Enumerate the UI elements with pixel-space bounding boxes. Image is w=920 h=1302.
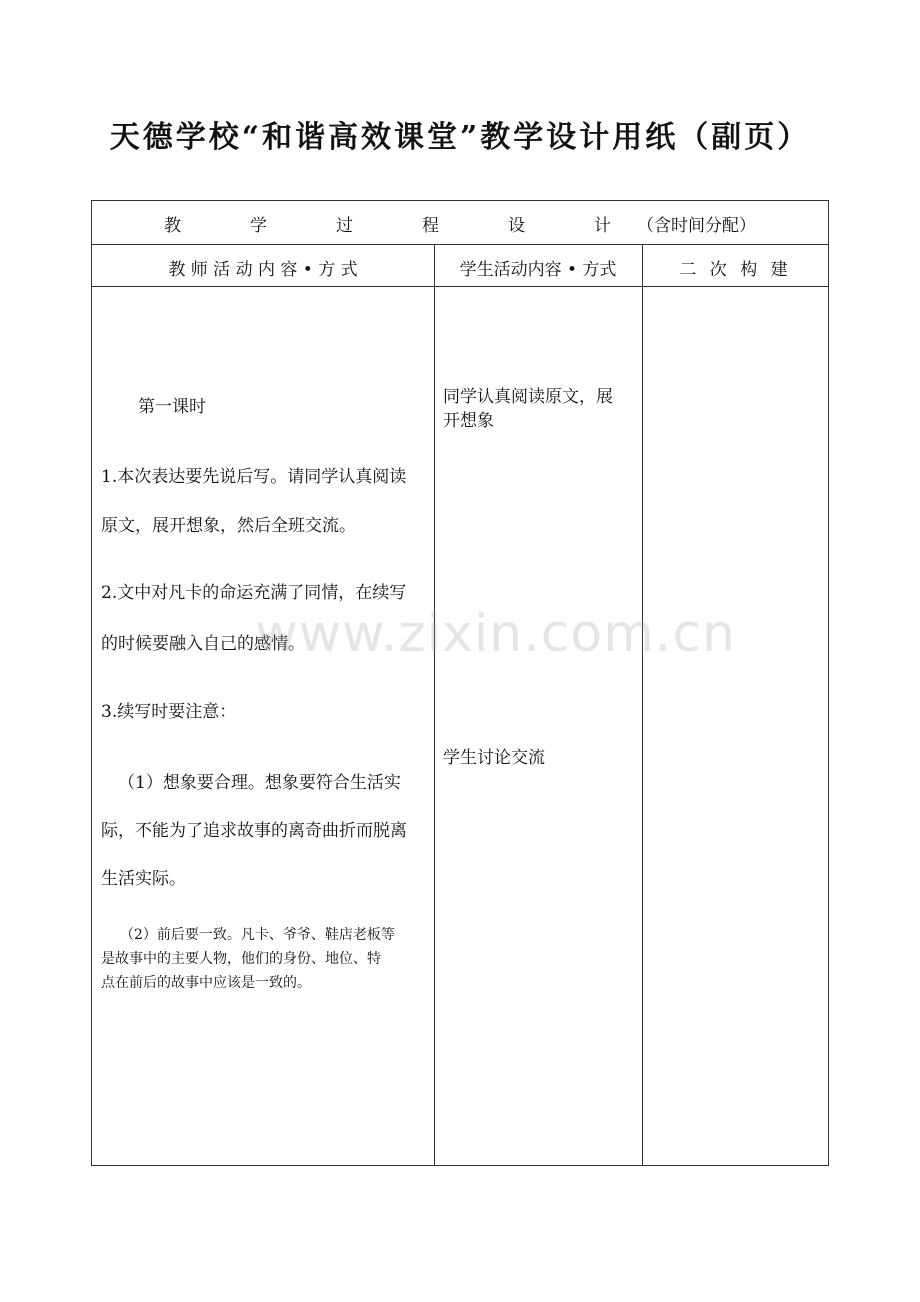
column-header-teacher: 教 师 活 动 内 容 • 方 式 xyxy=(168,260,358,280)
teacher-item-2-line2: 的时候要融入自己的感情。 xyxy=(101,634,305,654)
header-divider xyxy=(92,244,828,245)
column-header-student: 学生活动内容 • 方式 xyxy=(459,260,617,280)
page-title: 天德学校“和谐高效课堂”教学设计用纸（副页） xyxy=(109,120,811,155)
lesson-label: 第一课时 xyxy=(138,397,206,417)
teacher-item-1-line2: 原文，展开想象，然后全班交流。 xyxy=(101,516,356,536)
header-main: 教 学 过 程 设 计 xyxy=(164,216,637,236)
watermark: www.zixin.com.cn xyxy=(255,604,736,664)
column-header-rebuild: 二 次 构 建 xyxy=(679,260,792,280)
student-item-1-line2: 开想象 xyxy=(443,411,494,431)
teacher-item-5-line1: （2）前后要一致。凡卡、爷爷、鞋店老板等 xyxy=(120,927,395,943)
student-item-1-line1: 同学认真阅读原文，展 xyxy=(443,387,613,407)
teacher-item-1-line1: 1.本次表达要先说后写。请同学认真阅读 xyxy=(101,467,407,487)
column-header-divider xyxy=(92,286,828,287)
table-header xyxy=(92,211,828,236)
column-divider-1 xyxy=(434,244,435,1165)
header-note: （含时间分配） xyxy=(637,216,756,236)
column-divider-2 xyxy=(642,244,643,1165)
student-item-2: 学生讨论交流 xyxy=(443,748,545,768)
teacher-item-2-line1: 2.文中对凡卡的命运充满了同情，在续写 xyxy=(101,583,407,603)
teacher-item-3: 3.续写时要注意： xyxy=(101,702,237,722)
teacher-item-4-line1: （1）想象要合理。想象要符合生活实 xyxy=(118,773,401,793)
teacher-item-5-line2: 是故事中的主要人物，他们的身份、地位、特 xyxy=(101,951,381,967)
teacher-item-5-line3: 点在前后的故事中应该是一致的。 xyxy=(101,975,311,991)
teacher-item-4-line3: 生活实际。 xyxy=(101,869,186,889)
teacher-item-4-line2: 际，不能为了追求故事的离奇曲折而脱离 xyxy=(101,821,407,841)
lesson-design-table xyxy=(91,200,829,1166)
